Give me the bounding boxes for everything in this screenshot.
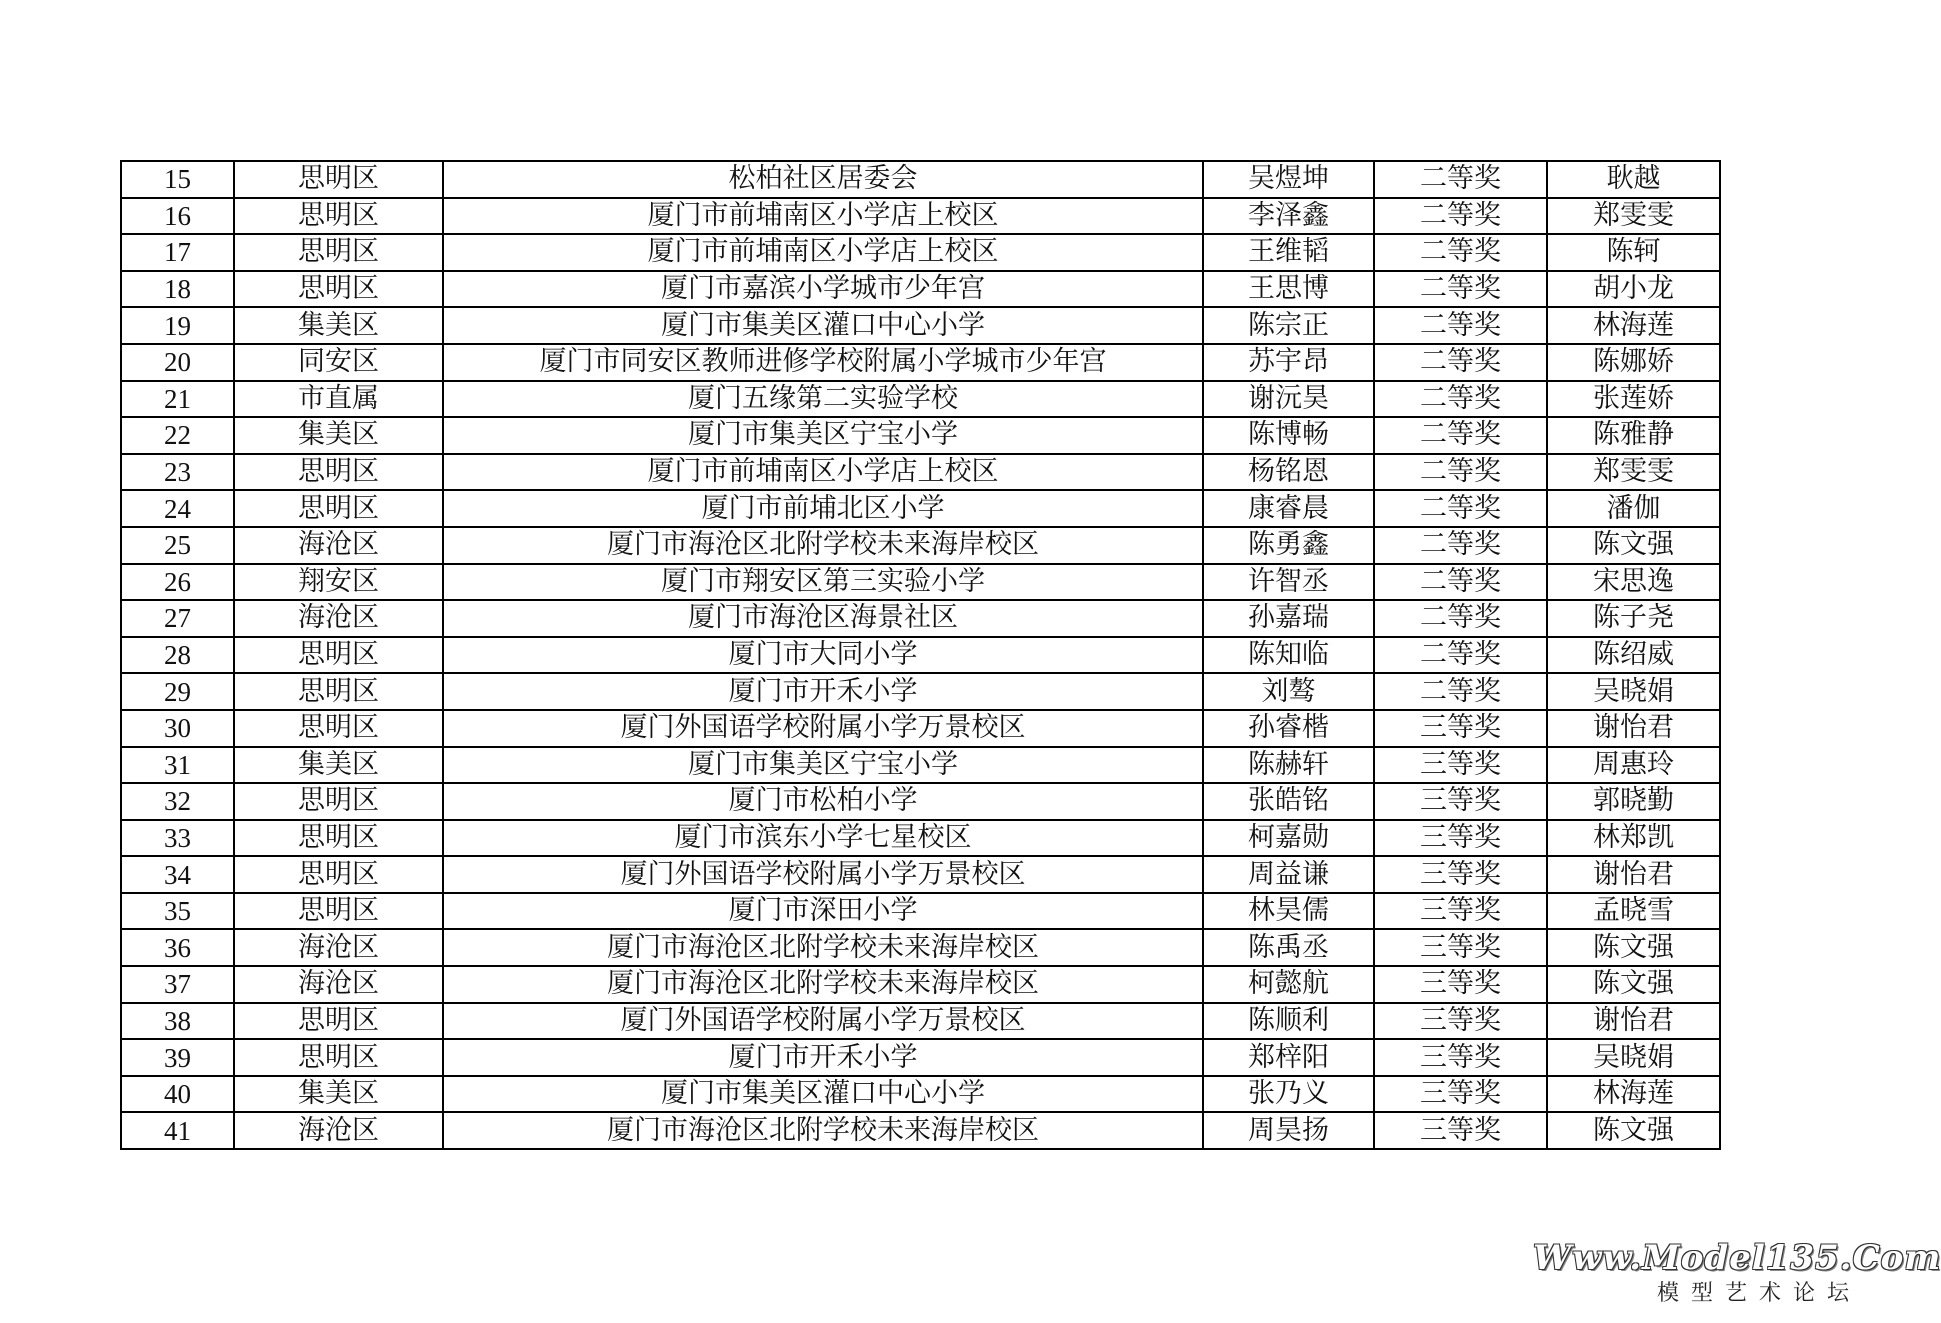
cell-district: 思明区 <box>234 271 443 308</box>
cell-number: 34 <box>121 856 234 893</box>
cell-number: 38 <box>121 1003 234 1040</box>
cell-student: 孙嘉瑞 <box>1203 600 1374 637</box>
cell-teacher: 潘伽 <box>1547 490 1720 527</box>
table-row <box>121 856 1720 893</box>
cell-award: 三等奖 <box>1374 710 1547 747</box>
cell-student: 张皓铭 <box>1203 783 1374 820</box>
table-row <box>121 344 1720 381</box>
cell-school: 厦门市深田小学 <box>443 893 1203 930</box>
cell-number: 35 <box>121 893 234 930</box>
cell-student: 柯嘉勋 <box>1203 820 1374 857</box>
cell-district: 海沧区 <box>234 966 443 1003</box>
cell-number: 18 <box>121 271 234 308</box>
cell-school: 厦门市集美区灌口中心小学 <box>443 307 1203 344</box>
cell-district: 思明区 <box>234 1003 443 1040</box>
cell-district: 思明区 <box>234 710 443 747</box>
cell-student: 林昊儒 <box>1203 893 1374 930</box>
cell-teacher: 陈轲 <box>1547 234 1720 271</box>
cell-number: 36 <box>121 929 234 966</box>
cell-district: 翔安区 <box>234 564 443 601</box>
cell-number: 17 <box>121 234 234 271</box>
cell-district: 海沧区 <box>234 929 443 966</box>
cell-student: 苏宇昂 <box>1203 344 1374 381</box>
cell-student: 谢沅昊 <box>1203 381 1374 418</box>
cell-award: 三等奖 <box>1374 929 1547 966</box>
cell-award: 二等奖 <box>1374 381 1547 418</box>
cell-award: 三等奖 <box>1374 820 1547 857</box>
cell-number: 27 <box>121 600 234 637</box>
cell-district: 集美区 <box>234 417 443 454</box>
cell-number: 23 <box>121 454 234 491</box>
cell-award: 三等奖 <box>1374 1076 1547 1113</box>
cell-number: 26 <box>121 564 234 601</box>
table-row <box>121 783 1720 820</box>
cell-teacher: 吴晓娟 <box>1547 1039 1720 1076</box>
awards-table <box>120 160 1721 1150</box>
cell-district: 思明区 <box>234 820 443 857</box>
table-row <box>121 234 1720 271</box>
cell-student: 许智丞 <box>1203 564 1374 601</box>
table-row <box>121 490 1720 527</box>
cell-district: 思明区 <box>234 490 443 527</box>
watermark-url: Www.Model135.Com <box>1533 1238 1941 1278</box>
cell-teacher: 孟晓雪 <box>1547 893 1720 930</box>
cell-student: 周益谦 <box>1203 856 1374 893</box>
cell-number: 40 <box>121 1076 234 1113</box>
cell-number: 16 <box>121 198 234 235</box>
table-row <box>121 417 1720 454</box>
cell-school: 厦门市集美区灌口中心小学 <box>443 1076 1203 1113</box>
table-row <box>121 161 1720 198</box>
cell-district: 思明区 <box>234 856 443 893</box>
cell-school: 厦门市海沧区北附学校未来海岸校区 <box>443 527 1203 564</box>
table-row <box>121 1112 1720 1149</box>
cell-teacher: 陈文强 <box>1547 929 1720 966</box>
cell-teacher: 陈文强 <box>1547 966 1720 1003</box>
cell-school: 厦门市同安区教师进修学校附属小学城市少年宫 <box>443 344 1203 381</box>
cell-award: 二等奖 <box>1374 271 1547 308</box>
cell-number: 31 <box>121 747 234 784</box>
cell-school: 厦门市海沧区北附学校未来海岸校区 <box>443 1112 1203 1149</box>
cell-number: 28 <box>121 637 234 674</box>
cell-award: 二等奖 <box>1374 198 1547 235</box>
cell-student: 陈勇鑫 <box>1203 527 1374 564</box>
cell-award: 二等奖 <box>1374 307 1547 344</box>
cell-number: 20 <box>121 344 234 381</box>
awards-table-body <box>121 161 1720 1149</box>
cell-district: 思明区 <box>234 454 443 491</box>
cell-award: 二等奖 <box>1374 600 1547 637</box>
cell-award: 二等奖 <box>1374 161 1547 198</box>
cell-district: 集美区 <box>234 307 443 344</box>
table-row <box>121 893 1720 930</box>
cell-teacher: 吴晓娟 <box>1547 673 1720 710</box>
watermark-subtitle: 模型艺术论坛 <box>1656 1281 1861 1306</box>
cell-school: 厦门外国语学校附属小学万景校区 <box>443 856 1203 893</box>
cell-school: 厦门市大同小学 <box>443 637 1203 674</box>
table-row <box>121 1039 1720 1076</box>
cell-number: 41 <box>121 1112 234 1149</box>
cell-number: 29 <box>121 673 234 710</box>
cell-district: 同安区 <box>234 344 443 381</box>
cell-teacher: 陈文强 <box>1547 1112 1720 1149</box>
cell-number: 24 <box>121 490 234 527</box>
cell-school: 松柏社区居委会 <box>443 161 1203 198</box>
table-row <box>121 1076 1720 1113</box>
cell-award: 二等奖 <box>1374 527 1547 564</box>
cell-school: 厦门市开禾小学 <box>443 1039 1203 1076</box>
cell-district: 海沧区 <box>234 527 443 564</box>
cell-award: 三等奖 <box>1374 1039 1547 1076</box>
cell-district: 思明区 <box>234 161 443 198</box>
cell-student: 陈赫轩 <box>1203 747 1374 784</box>
cell-district: 思明区 <box>234 783 443 820</box>
cell-number: 15 <box>121 161 234 198</box>
watermark <box>1533 1237 1941 1317</box>
cell-student: 柯懿航 <box>1203 966 1374 1003</box>
table-row <box>121 1003 1720 1040</box>
cell-district: 思明区 <box>234 234 443 271</box>
cell-award: 三等奖 <box>1374 1003 1547 1040</box>
cell-school: 厦门五缘第二实验学校 <box>443 381 1203 418</box>
cell-district: 思明区 <box>234 673 443 710</box>
cell-district: 思明区 <box>234 1039 443 1076</box>
table-row <box>121 747 1720 784</box>
cell-teacher: 郑雯雯 <box>1547 198 1720 235</box>
cell-number: 30 <box>121 710 234 747</box>
cell-school: 厦门市海沧区北附学校未来海岸校区 <box>443 966 1203 1003</box>
cell-student: 李泽鑫 <box>1203 198 1374 235</box>
table-row <box>121 381 1720 418</box>
cell-number: 19 <box>121 307 234 344</box>
cell-student: 刘骜 <box>1203 673 1374 710</box>
cell-district: 海沧区 <box>234 600 443 637</box>
cell-award: 二等奖 <box>1374 490 1547 527</box>
cell-student: 郑梓阳 <box>1203 1039 1374 1076</box>
cell-student: 张乃义 <box>1203 1076 1374 1113</box>
cell-award: 二等奖 <box>1374 673 1547 710</box>
table-row <box>121 710 1720 747</box>
cell-award: 三等奖 <box>1374 856 1547 893</box>
cell-district: 集美区 <box>234 747 443 784</box>
cell-number: 32 <box>121 783 234 820</box>
cell-school: 厦门市滨东小学七星校区 <box>443 820 1203 857</box>
cell-district: 思明区 <box>234 637 443 674</box>
table-row <box>121 527 1720 564</box>
table-row <box>121 673 1720 710</box>
cell-school: 厦门市集美区宁宝小学 <box>443 747 1203 784</box>
table-row <box>121 454 1720 491</box>
cell-number: 33 <box>121 820 234 857</box>
cell-student: 王思博 <box>1203 271 1374 308</box>
cell-award: 二等奖 <box>1374 564 1547 601</box>
cell-student: 杨铭恩 <box>1203 454 1374 491</box>
cell-award: 二等奖 <box>1374 454 1547 491</box>
cell-school: 厦门市前埔南区小学店上校区 <box>443 234 1203 271</box>
cell-student: 吴煜坤 <box>1203 161 1374 198</box>
cell-student: 王维韬 <box>1203 234 1374 271</box>
cell-teacher: 林海莲 <box>1547 307 1720 344</box>
cell-district: 集美区 <box>234 1076 443 1113</box>
cell-teacher: 郑雯雯 <box>1547 454 1720 491</box>
table-row <box>121 820 1720 857</box>
cell-award: 三等奖 <box>1374 893 1547 930</box>
table-row <box>121 307 1720 344</box>
cell-student: 陈宗正 <box>1203 307 1374 344</box>
cell-school: 厦门外国语学校附属小学万景校区 <box>443 1003 1203 1040</box>
cell-school: 厦门外国语学校附属小学万景校区 <box>443 710 1203 747</box>
cell-teacher: 陈雅静 <box>1547 417 1720 454</box>
cell-teacher: 郭晓勤 <box>1547 783 1720 820</box>
cell-student: 陈知临 <box>1203 637 1374 674</box>
cell-award: 二等奖 <box>1374 344 1547 381</box>
table-row <box>121 966 1720 1003</box>
cell-award: 二等奖 <box>1374 234 1547 271</box>
cell-student: 陈博畅 <box>1203 417 1374 454</box>
table-row <box>121 637 1720 674</box>
table-row <box>121 271 1720 308</box>
cell-district: 海沧区 <box>234 1112 443 1149</box>
cell-award: 二等奖 <box>1374 417 1547 454</box>
cell-number: 39 <box>121 1039 234 1076</box>
cell-school: 厦门市前埔南区小学店上校区 <box>443 198 1203 235</box>
cell-teacher: 林海莲 <box>1547 1076 1720 1113</box>
table-row <box>121 198 1720 235</box>
cell-teacher: 宋思逸 <box>1547 564 1720 601</box>
table-row <box>121 929 1720 966</box>
cell-school: 厦门市前埔南区小学店上校区 <box>443 454 1203 491</box>
cell-teacher: 张莲娇 <box>1547 381 1720 418</box>
cell-number: 37 <box>121 966 234 1003</box>
cell-teacher: 谢怡君 <box>1547 1003 1720 1040</box>
cell-number: 25 <box>121 527 234 564</box>
cell-district: 思明区 <box>234 893 443 930</box>
table-row <box>121 564 1720 601</box>
cell-teacher: 陈娜娇 <box>1547 344 1720 381</box>
cell-student: 陈禹丞 <box>1203 929 1374 966</box>
cell-teacher: 林郑凯 <box>1547 820 1720 857</box>
cell-number: 22 <box>121 417 234 454</box>
cell-school: 厦门市集美区宁宝小学 <box>443 417 1203 454</box>
cell-school: 厦门市嘉滨小学城市少年宫 <box>443 271 1203 308</box>
cell-student: 孙睿楷 <box>1203 710 1374 747</box>
cell-award: 三等奖 <box>1374 783 1547 820</box>
cell-school: 厦门市前埔北区小学 <box>443 490 1203 527</box>
cell-district: 思明区 <box>234 198 443 235</box>
cell-student: 康睿晨 <box>1203 490 1374 527</box>
cell-school: 厦门市翔安区第三实验小学 <box>443 564 1203 601</box>
cell-number: 21 <box>121 381 234 418</box>
cell-teacher: 陈文强 <box>1547 527 1720 564</box>
cell-teacher: 胡小龙 <box>1547 271 1720 308</box>
cell-school: 厦门市海沧区海景社区 <box>443 600 1203 637</box>
cell-teacher: 周惠玲 <box>1547 747 1720 784</box>
table-row <box>121 600 1720 637</box>
cell-award: 三等奖 <box>1374 966 1547 1003</box>
cell-student: 周昊扬 <box>1203 1112 1374 1149</box>
cell-award: 三等奖 <box>1374 747 1547 784</box>
cell-student: 陈顺利 <box>1203 1003 1374 1040</box>
cell-teacher: 耿越 <box>1547 161 1720 198</box>
cell-school: 厦门市海沧区北附学校未来海岸校区 <box>443 929 1203 966</box>
cell-teacher: 陈子尧 <box>1547 600 1720 637</box>
cell-district: 市直属 <box>234 381 443 418</box>
cell-teacher: 谢怡君 <box>1547 856 1720 893</box>
cell-school: 厦门市松柏小学 <box>443 783 1203 820</box>
cell-award: 三等奖 <box>1374 1112 1547 1149</box>
cell-teacher: 谢怡君 <box>1547 710 1720 747</box>
cell-school: 厦门市开禾小学 <box>443 673 1203 710</box>
cell-teacher: 陈绍威 <box>1547 637 1720 674</box>
cell-award: 二等奖 <box>1374 637 1547 674</box>
